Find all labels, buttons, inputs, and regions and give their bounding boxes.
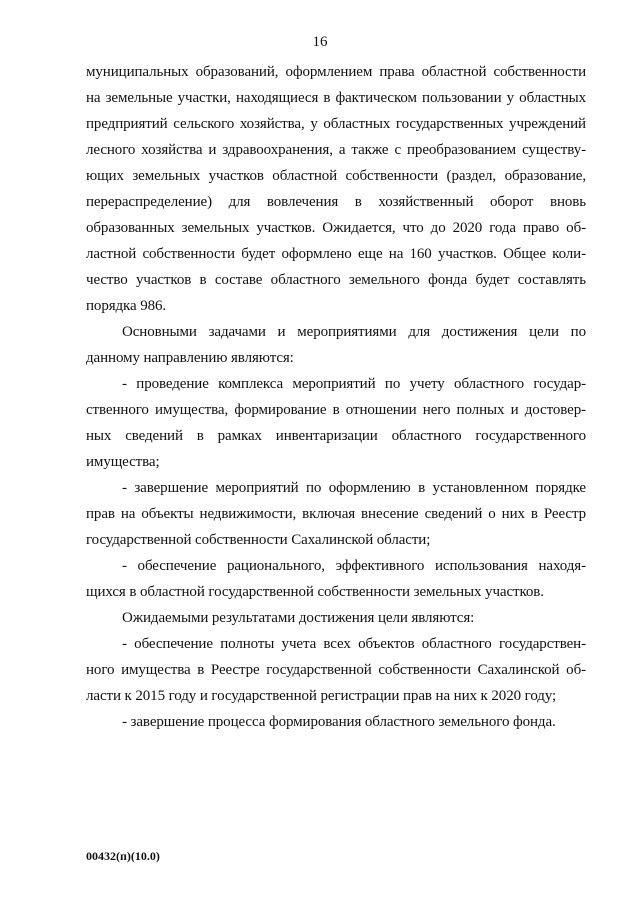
text-line-26: - завершение процесса формирования областного земельного фонда. <box>122 714 556 730</box>
text-line-5: ющих земельных участков областной собственности (раздел, образование, <box>86 168 586 184</box>
text-line-18: прав на объекты недвижимости, включая внесение сведений о них в Реестр <box>86 506 586 522</box>
document-code: 00432(п)(10.0) <box>86 849 160 863</box>
text-line-10: порядка 986. <box>86 298 167 314</box>
text-line-22: Ожидаемыми результатами достижения цели являются: <box>122 610 475 626</box>
text-line-3: предприятий сельского хозяйства, у областных государственных учреждений <box>86 116 586 132</box>
text-line-23: - обеспечение полноты учета всех объектов областного государствен- <box>122 636 586 652</box>
text-line-2: на земельные участки, находящиеся в фактическом пользовании у областных <box>86 90 586 106</box>
text-line-17: - завершение мероприятий по оформлению в установленном порядке <box>122 480 586 496</box>
text-line-9: чество участков в составе областного земельного фонда будет составлять <box>86 272 586 288</box>
text-line-15: ных сведений в рамках инвентаризации областного государственного <box>86 428 586 444</box>
page-number: 16 <box>312 34 328 50</box>
text-line-6: перераспределение) для вовлечения в хозяйственный оборот вновь <box>86 194 586 210</box>
text-line-25: ласти к 2015 году и государственной регистрации прав на них к 2020 году; <box>86 688 557 704</box>
text-line-20: - обеспечение рационального, эффективного использования находя- <box>122 558 586 574</box>
text-line-7: образованных земельных участков. Ожидается, что до 2020 года право об- <box>86 220 586 236</box>
text-line-13: - проведение комплекса мероприятий по учету областного государ- <box>122 376 586 392</box>
text-line-16: имущества; <box>86 454 160 470</box>
text-line-21: щихся в областной государственной собственности земельных участков. <box>86 584 544 600</box>
text-line-19: государственной собственности Сахалинской области; <box>86 532 431 548</box>
text-line-4: лесного хозяйства и здравоохранения, а также с преобразованием существу- <box>86 142 586 158</box>
text-line-24: ного имущества в Реестре государственной собственности Сахалинской об- <box>86 662 586 678</box>
text-line-11: Основными задачами и мероприятиями для достижения цели по <box>122 324 586 340</box>
text-line-1: муниципальных образований, оформлением права областной собственности <box>86 64 586 80</box>
text-line-14: ственного имущества, формирование в отношении него полных и достовер- <box>86 402 586 418</box>
text-line-12: данному направлению являются: <box>86 350 294 366</box>
text-line-8: ластной собственности будет оформлено еще на 160 участков. Общее коли- <box>86 246 586 262</box>
